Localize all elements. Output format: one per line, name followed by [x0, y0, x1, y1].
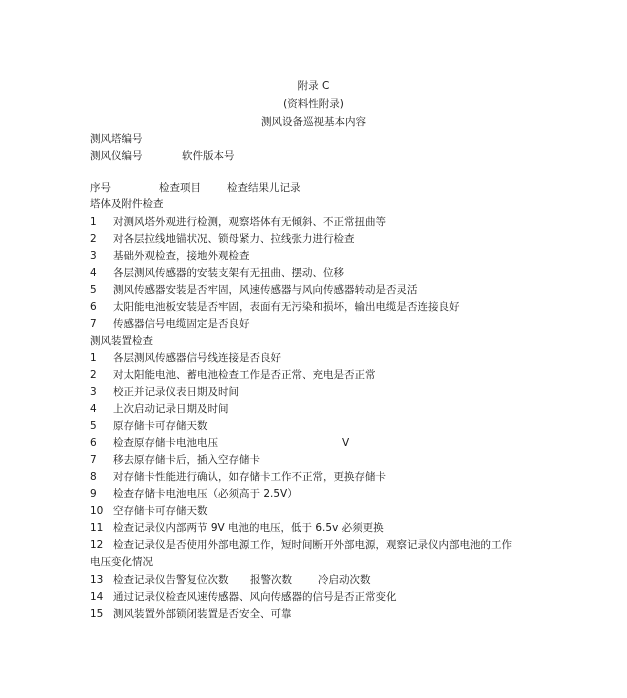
item-text: 各层测风传感器的安装支架有无扭曲、摆动、位移: [113, 267, 344, 279]
voltage-unit: V: [342, 437, 350, 449]
item-number: 11: [90, 522, 104, 534]
item-text: 对存储卡性能进行确认，如存储卡工作不正常，更换存储卡: [113, 471, 386, 483]
item-text: 检查存储卡电池电压（必须高于 2.5V）: [113, 488, 298, 500]
item-text: 各层测风传感器信号线连接是否良好: [113, 352, 281, 364]
item-number: 7: [90, 454, 97, 466]
item-text: 上次启动记录日期及时间: [113, 403, 229, 415]
item-number: 13: [90, 574, 104, 586]
item-number: 8: [90, 471, 97, 483]
tower-number-label: 测风塔编号: [90, 133, 143, 145]
item-text: 检查原存储卡电池电压: [113, 437, 218, 449]
cold-start-count-label: 冷启动次数: [318, 574, 371, 586]
item-text: 对各层拉线地锚状况、锁母紧力、拉线张力进行检查: [113, 233, 355, 245]
item-text: 空存储卡可存储天数: [113, 505, 208, 517]
item-text: 测风装置外部锁闭装置是否安全、可靠: [113, 608, 292, 620]
column-header-result: 检查结果儿记录: [227, 182, 301, 194]
item-number: 1: [90, 352, 97, 364]
appendix-subtitle: (资料性附录): [283, 98, 344, 110]
item-text: 检查记录仪内部两节 9V 电池的电压，低于 6.5v 必须更换: [113, 522, 384, 534]
item-number: 7: [90, 318, 97, 330]
column-header-number: 序号: [90, 182, 111, 194]
software-version-label: 软件版本号: [182, 150, 235, 162]
item-number: 10: [90, 505, 104, 517]
appendix-heading: 测风设备巡视基本内容: [261, 116, 366, 128]
item-number: 14: [90, 591, 104, 603]
item-number: 12: [90, 539, 104, 551]
item-text: 通过记录仪检查风速传感器、风向传感器的信号是否正常变化: [113, 591, 397, 603]
item-text: 检查记录仪是否使用外部电源工作，短时间断开外部电源，观察记录仪内部电池的工作: [113, 539, 512, 551]
item-number: 1: [90, 216, 97, 228]
item-text: 测风传感器安装是否牢固，风速传感器与风向传感器转动是否灵活: [113, 284, 418, 296]
item-text-continuation: 电压变化情况: [90, 556, 153, 568]
item-text: 原存储卡可存储天数: [113, 420, 208, 432]
item-text: 太阳能电池板安装是否牢固，表面有无污染和损坏，输出电缆是否连接良好: [113, 301, 460, 313]
section-title-device: 测风装置检查: [90, 335, 153, 347]
item-number: 5: [90, 284, 97, 296]
item-text: 检查记录仪告警复位次数: [113, 574, 229, 586]
item-number: 2: [90, 233, 97, 245]
item-number: 4: [90, 267, 97, 279]
section-title-tower: 塔体及附件检查: [90, 198, 164, 210]
device-number-label: 测风仪编号: [90, 150, 143, 162]
alarm-count-label: 报警次数: [250, 574, 292, 586]
item-number: 9: [90, 488, 97, 500]
item-number: 3: [90, 250, 97, 262]
item-number: 5: [90, 420, 97, 432]
item-number: 4: [90, 403, 97, 415]
item-number: 2: [90, 369, 97, 381]
item-text: 移去原存储卡后，插入空存储卡: [113, 454, 260, 466]
item-number: 6: [90, 301, 97, 313]
item-text: 校正并记录仪表日期及时间: [113, 386, 239, 398]
column-header-item: 检查项目: [159, 182, 201, 194]
item-text: 对测风塔外观进行检测，观察塔体有无倾斜、不正常扭曲等: [113, 216, 386, 228]
item-number: 15: [90, 608, 104, 620]
item-text: 传感器信号电缆固定是否良好: [113, 318, 250, 330]
item-number: 3: [90, 386, 97, 398]
item-text: 基础外观检查，接地外观检查: [113, 250, 250, 262]
item-text: 对太阳能电池、蓄电池检查工作是否正常、充电是否正常: [113, 369, 376, 381]
appendix-title: 附录 C: [297, 80, 330, 92]
item-number: 6: [90, 437, 97, 449]
